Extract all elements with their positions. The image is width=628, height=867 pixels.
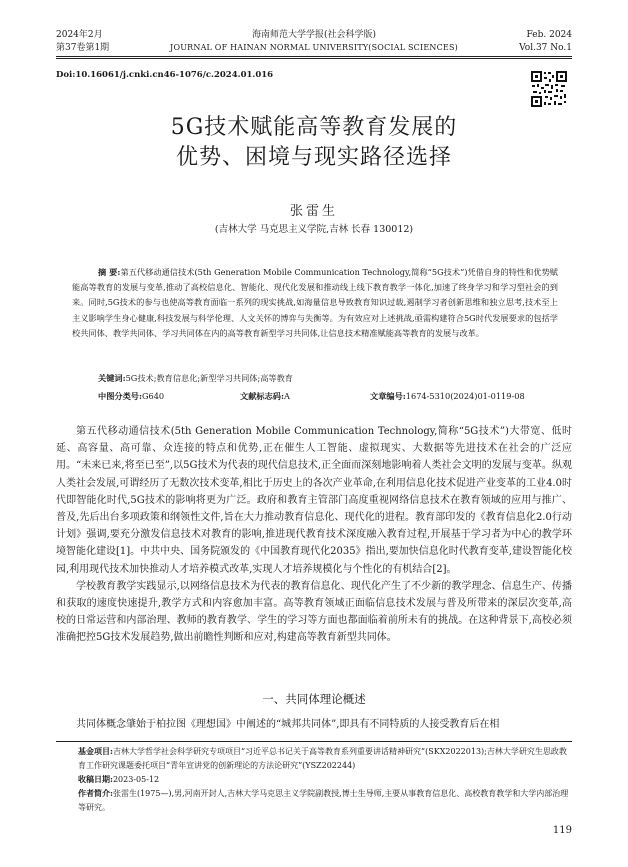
clc-label: 中图分类号: (98, 391, 142, 401)
volume-issue-en: Vol.37 No.1 (519, 43, 572, 53)
section-heading: 一、共同体理论概述 (262, 692, 366, 706)
page-number: 119 (552, 825, 572, 836)
journal-name-zh: 海南师范大学学报(社会科学版) (251, 30, 377, 40)
issue-date: 2024年2月 (56, 30, 103, 40)
keywords (98, 371, 293, 385)
abstract (72, 265, 558, 341)
received-label: 收稿日期: (78, 774, 113, 784)
received-date (78, 772, 572, 787)
issue-date-en: Feb. 2024 (526, 30, 572, 40)
header-rule (56, 56, 572, 57)
body-paragraph-2: 学校教育教学实践显示,以网络信息技术为代表的教育信息化、现代化产生了不少新的教学理念、信息生产、传播和获取的速度快速提升,教学方式和内容愈加丰富。高等教育领域正面临信息技术发展与普及所带来的深层次变革,高校的日常运营和内部治理、教师的教育教学、学生的学习等方面也都面临着前所未有的挑战。在这种背景下,高校必须准确把控5G技术发展趋势,做出前瞻性判断和应对,构建高等教育新型共同体。 (56, 580, 572, 644)
article-number-label: 文章编号: (370, 391, 406, 401)
author-affiliation: (吉林大学 马克思主义学院,吉林 长春 130012) (214, 224, 414, 235)
journal-name-en: JOURNAL OF HAINAN NORMAL UNIVERSITY(SOCIAL SCIENCES) (170, 43, 458, 52)
article-number (370, 389, 525, 403)
fund-note (78, 744, 572, 773)
received-text: 2023-05-12 (112, 775, 160, 784)
fund-label: 基金项目: (78, 746, 113, 756)
doi: Doi:10.16061/j.cnki.cn46-1076/c.2024.01.016 (56, 70, 274, 80)
abstract-text: 第五代移动通信技术(5th Generation Mobile Communication Technology,简称“5G技术”)凭借自身的特性和优势赋能高等教育的发展与变革,推动了高校信息化、智能化、现代化发展和推动线上线下教育教学一体化,加速了终身学习和学习型社会的到来。同时,5G技术的参与也使高等教育面临一系列的现实挑战,如海量信息导致教育知识过载,遏制学习者创新思维和独立思考,技术至上主义影响学生身心健康,科技发展与科学伦理、人文关怀的博弈与失衡等。为有效应对上述挑战,亟需构建符合5G时代发展要求的包括学校共同体、教学共同体、学习共同体在内的高等教育新型学习共同体,让信息技术精准赋能高等教育的发展与改革。 (72, 267, 558, 338)
qr-code-icon (530, 70, 568, 108)
author-bio-text: 张雷生(1975—),男,河南开封人,吉林大学马克思主义学院副教授,博士生导师,主要从事教育信息化、高校教育教学和大学内部治理等研究。 (78, 789, 569, 812)
volume-issue: 第37卷第1期 (56, 43, 110, 53)
document-code-value: A (283, 391, 290, 401)
clc-value: G640 (141, 391, 165, 401)
section-paragraph-text: 共同体概念肇始于柏拉图《理想国》中阐述的“城邦共同体”,即具有不同特质的人接受教育后在相 (76, 719, 500, 730)
author-name: 张雷生 (289, 204, 338, 219)
abstract-label: 摘 要: (98, 267, 121, 277)
document-code (240, 389, 290, 403)
section-paragraph-1 (56, 716, 572, 733)
article-number-value: 1674-5310(2024)01-0119-08 (405, 391, 525, 401)
document-code-label: 文献标志码: (240, 391, 284, 401)
body-text (56, 423, 572, 647)
footnote-rule (56, 741, 572, 742)
fund-text: 吉林大学哲学社会科学研究专项项目“习近平总书记关于高等教育系列重要讲话精神研究”(SKX2022013);吉林大学研究生思政教育工作研究课题委托项目“青年宣讲党的创新理论的方法论研究”(YSZ202244) (78, 747, 567, 770)
body-paragraph-1: 第五代移动通信技术(5th Generation Mobile Communication Technology,简称“5G技术”)大带宽、低时延、高容量、高可靠、众连接的特点和优势,正在催生人工智能、虚拟现实、大数据等先进技术在社会的广泛应用。“未来已来,将至已至”,以5G技术为代表的现代信息技术,正全面而深刻地影响着人类社会文明的发展与变革。纵观人类社会发展,可谓经历了无数次技术变革,相比于历史上的各次产业革命,在利用信息化技术促进产业变革的工业4.0时代即智能化时代,5G技术的影响将更为广泛。政府和教育主管部门高度重视网络信息技术在教育领域的应用与推广、普及,先后出台多项政策和纲领性文件,旨在大力推动教育信息化、现代化的进程。教育部印发的《教育信息化2.0行动计划》强调,要充分激发信息技术对教育的影响,推进现代教育技术深度融入教育过程,开展基于学习者为中心的教学环境智能化建设[1]。中共中央、国务院颁发的《中国教育现代化2035》指出,要加快信息化时代教育变革,建设智能化校园,利用现代技术加快推动人才培养模式改革,实现人才培养规模化与个性化的有机结合[2]。 (56, 426, 572, 575)
article-title-line2: 优势、困境与现实路径选择 (175, 145, 452, 170)
author-bio (78, 786, 572, 815)
keywords-text: 5G技术;教育信息化;新型学习共同体;高等教育 (125, 373, 293, 383)
header-rule-thin (56, 58, 572, 59)
keywords-label: 关键词: (98, 373, 126, 383)
author-bio-label: 作者简介: (78, 788, 113, 798)
clc-number (98, 389, 164, 403)
article-title-line1: 5G技术赋能高等教育发展的 (170, 115, 458, 140)
